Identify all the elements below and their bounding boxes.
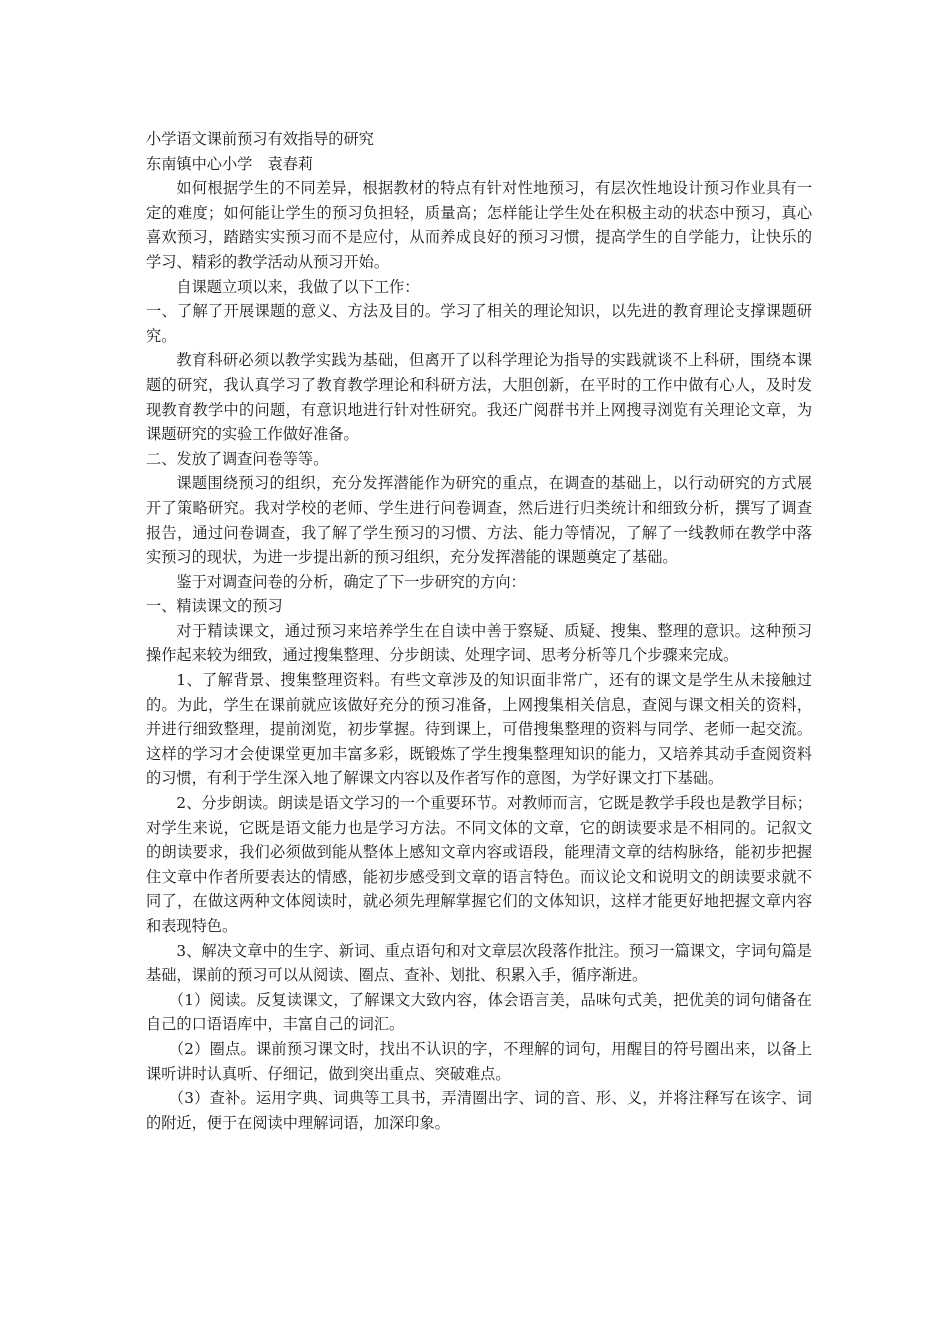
- section-heading: 二、发放了调查问卷等等。: [146, 449, 329, 468]
- paragraph: 教育科研必须以教学实践为基础，但离开了以科学理论为指导的实践就谈不上科研，围绕本课题的研究，我认真学习了教育教学理论和科研方法，大胆创新，在平时的工作中做有心人，及时发现教育教学中的问题，有意识地进行针对性研究。我还广阅群书并上网搜寻浏览有关理论文章，为课题研究的实验工作做好准备。: [146, 351, 812, 444]
- document-byline: 东南镇中心小学 袁春莉: [146, 154, 314, 173]
- paragraph: （2）圈点。课前预习课文时，找出不认识的字，不理解的词句，用醒目的符号圈出来，以备上课听讲时认真听、仔细记，做到突出重点、突破难点。: [146, 1039, 812, 1083]
- paragraph: 1、了解背景、搜集整理资料。有些文章涉及的知识面非常广，还有的课文是学生从未接触过的。为此，学生在课前就应该做好充分的预习准备，上网搜集相关信息，查阅与课文相关的资料，并进行细致整理，提前浏览，初步掌握。待到课上，可借搜集整理的资料与同学、老师一起交流。这样的学习才会使课堂更加丰富多彩，既锻炼了学生搜集整理知识的能力，又培养其动手查阅资料的习惯，有利于学生深入地了解课文内容以及作者写作的意图，为学好课文打下基础。: [146, 671, 812, 788]
- section-heading: 一、了解了开展课题的意义、方法及目的。学习了相关的理论知识，以先进的教育理论支撑课题研究。: [146, 302, 812, 345]
- paragraph: 鉴于对调查问卷的分析，确定了下一步研究的方向：: [176, 572, 526, 591]
- paragraph: 自课题立项以来，我做了以下工作：: [176, 277, 420, 296]
- section-heading: 一、精读课文的预习: [146, 597, 283, 616]
- paragraph: 如何根据学生的不同差异，根据教材的特点有针对性地预习，有层次性地设计预习作业具有一定的难度；如何能让学生的预习负担轻，质量高；怎样能让学生处在积极主动的状态中预习，真心喜欢预习，踏踏实实预习而不是应付，从而养成良好的预习习惯，提高学生的自学能力，让快乐的学习、精彩的教学活动从预习开始。: [146, 179, 812, 271]
- paragraph: 对于精读课文，通过预习来培养学生在自读中善于察疑、质疑、搜集、整理的意识。这种预习操作起来较为细致，通过搜集整理、分步朗读、处理字词、思考分析等几个步骤来完成。: [146, 621, 812, 665]
- paragraph: （3）查补。运用字典、词典等工具书，弄清圈出字、词的音、形、义，并将注释写在该字、词的附近，便于在阅读中理解词语，加深印象。: [146, 1089, 812, 1132]
- document-title: 小学语文课前预习有效指导的研究: [146, 130, 374, 148]
- paragraph: （1）阅读。反复读课文，了解课文大致内容，体会语言美，品味句式美，把优美的词句储备在自己的口语语库中，丰富自己的词汇。: [146, 990, 812, 1034]
- paragraph: 3、解决文章中的生字、新词、重点语句和对文章层次段落作批注。预习一篇课文，字词句篇是基础，课前的预习可以从阅读、圈点、查补、划批、积累入手，循序渐进。: [146, 941, 812, 985]
- paragraph: 课题围绕预习的组织，充分发挥潜能作为研究的重点，在调查的基础上，以行动研究的方式展开了策略研究。我对学校的老师、学生进行问卷调查，然后进行归类统计和细致分析，撰写了调查报告，通过问卷调查，我了解了学生预习的习惯、方法、能力等情况，了解了一线教师在教学中落实预习的现状，为进一步提出新的预习组织，充分发挥潜能的课题奠定了基础。: [146, 474, 812, 567]
- paragraph: 2、分步朗读。朗读是语文学习的一个重要环节。对教师而言，它既是教学手段也是教学目标；对学生来说，它既是语文能力也是学习方法。不同文体的文章，它的朗读要求是不相同的。记叙文的朗读要求，我们必须做到能从整体上感知文章内容或语段，能理清文章的结构脉络，能初步把握住文章中作者所要表达的情感，能初步感受到文章的语言特色。而议论文和说明文的朗读要求就不同了，在做这两种文体阅读时，就必须先理解掌握它们的文体知识，这样才能更好地把握文章内容和表现特色。: [146, 794, 812, 935]
- document-page: [146, 127, 812, 1135]
- document-body: [146, 176, 812, 1135]
